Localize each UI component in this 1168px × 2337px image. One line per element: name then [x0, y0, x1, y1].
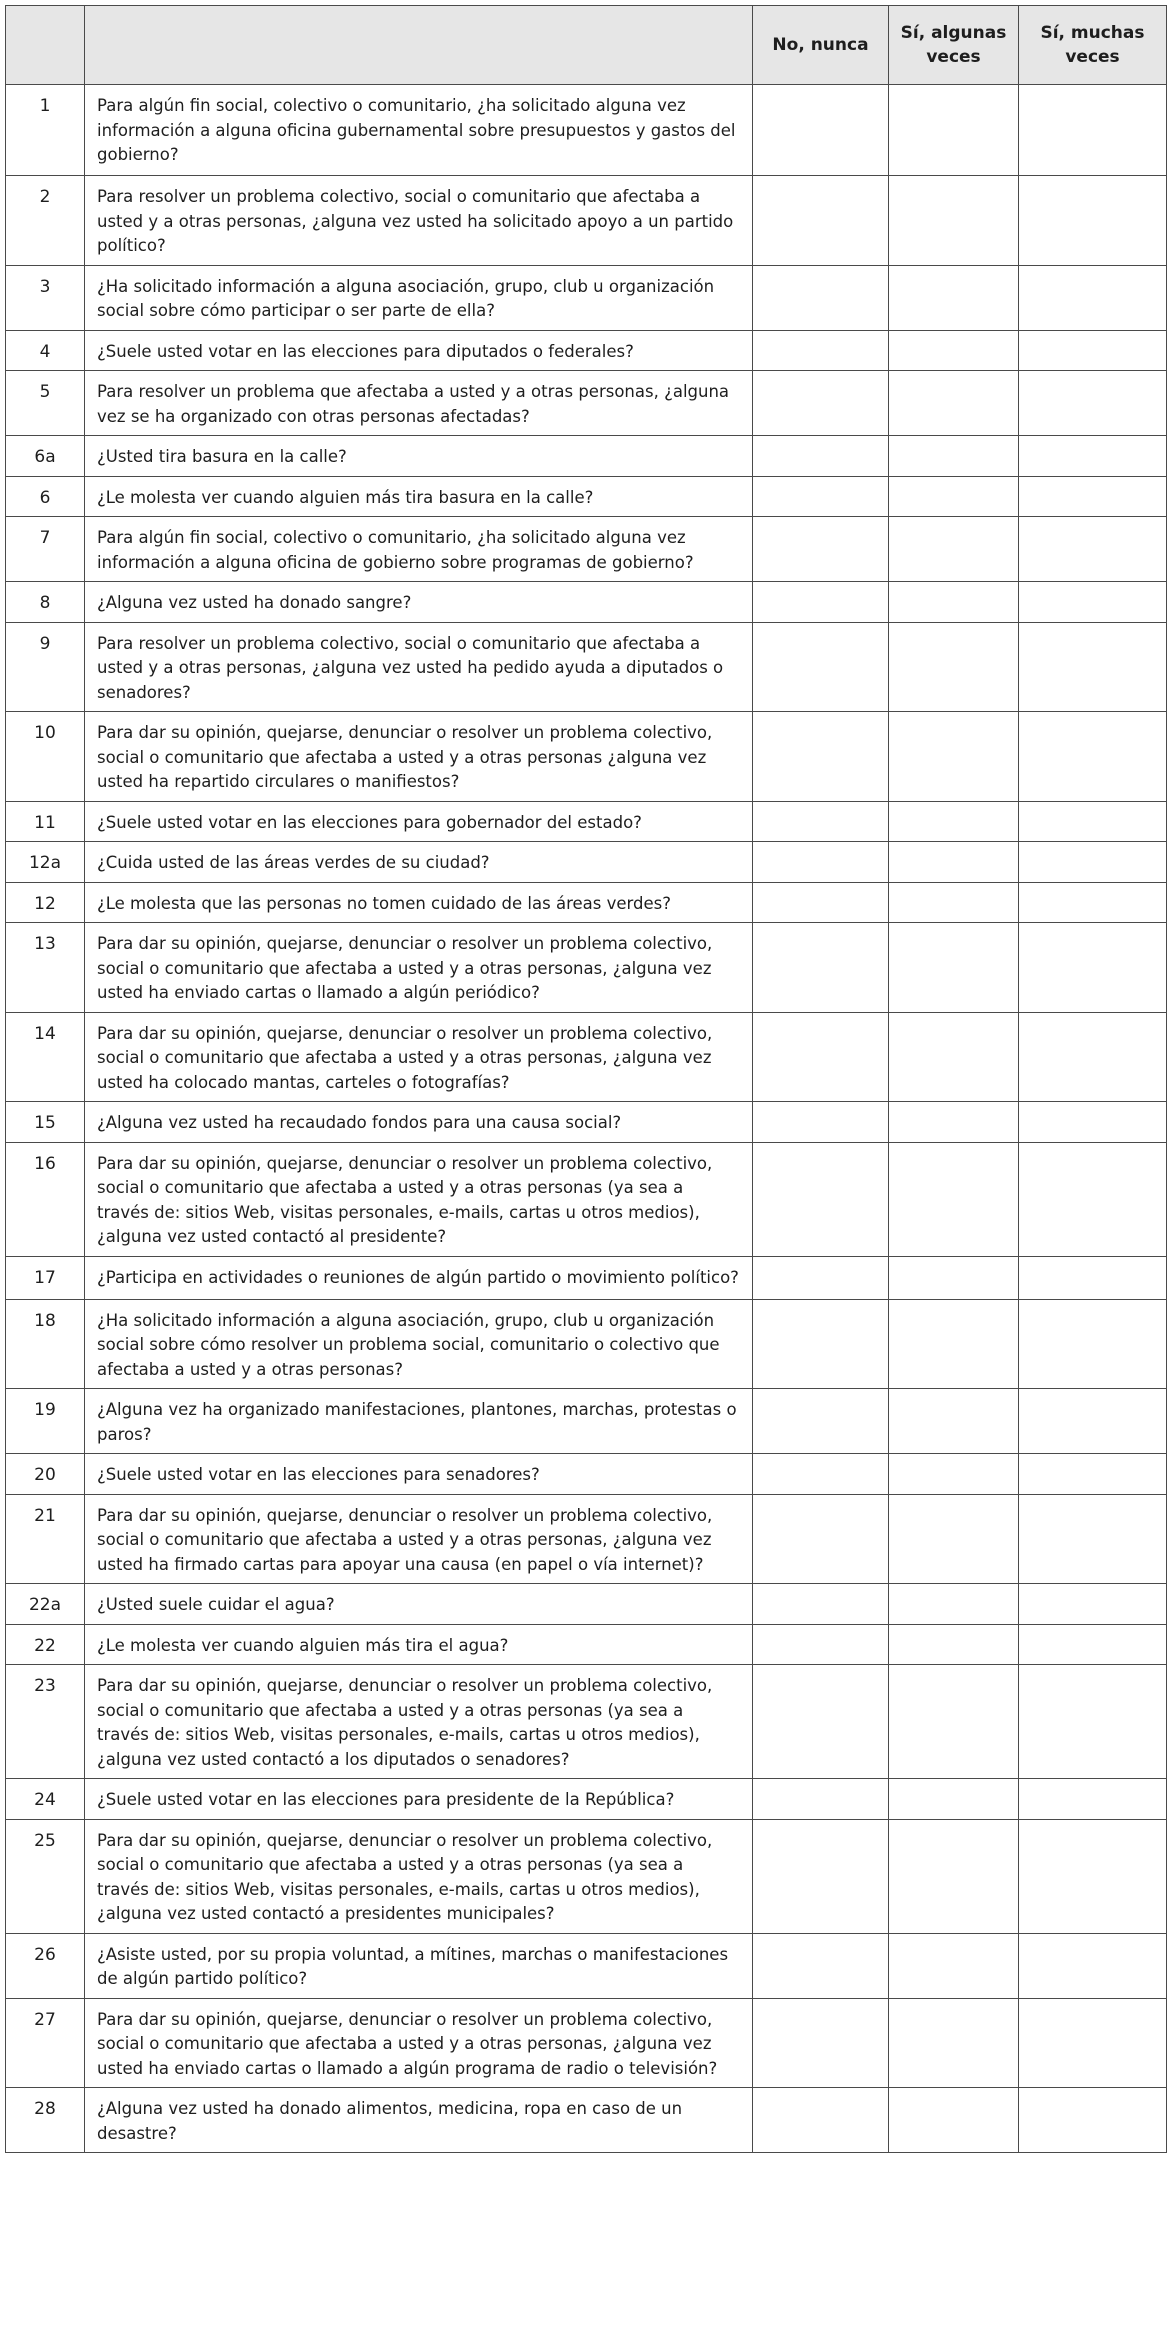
question-text: ¿Alguna vez usted ha recaudado fondos para una causa social? [85, 1102, 753, 1143]
answer-si-algunas-veces[interactable] [889, 842, 1019, 883]
question-text: Para dar su opinión, quejarse, denunciar o resolver un problema colectivo, social o comunitario que afectaba a usted y a otras personas, ¿alguna vez usted ha firmado cartas para apoyar una causa (en papel o vía internet)? [85, 1494, 753, 1584]
question-number: 2 [6, 176, 85, 266]
question-text: ¿Usted suele cuidar el agua? [85, 1584, 753, 1625]
answer-no-nunca[interactable] [753, 1494, 889, 1584]
answer-no-nunca[interactable] [753, 1584, 889, 1625]
answer-si-algunas-veces[interactable] [889, 330, 1019, 371]
answer-si-muchas-veces[interactable] [1019, 1142, 1167, 1256]
answer-si-algunas-veces[interactable] [889, 1389, 1019, 1454]
question-text: ¿Suele usted votar en las elecciones para diputados o federales? [85, 330, 753, 371]
answer-si-algunas-veces[interactable] [889, 622, 1019, 712]
answer-si-algunas-veces[interactable] [889, 1142, 1019, 1256]
answer-no-nunca[interactable] [753, 1454, 889, 1495]
question-row [6, 1454, 1167, 1495]
header-si-muchas-veces: Sí, muchas veces [1019, 6, 1167, 85]
answer-no-nunca[interactable] [753, 1779, 889, 1820]
question-row [6, 1779, 1167, 1820]
answer-si-muchas-veces[interactable] [1019, 1494, 1167, 1584]
answer-si-algunas-veces[interactable] [889, 1012, 1019, 1102]
question-number: 17 [6, 1256, 85, 1299]
answer-no-nunca[interactable] [753, 517, 889, 582]
question-row [6, 1933, 1167, 1998]
answer-no-nunca[interactable] [753, 1665, 889, 1779]
question-row [6, 176, 1167, 266]
answer-si-algunas-veces[interactable] [889, 1819, 1019, 1933]
question-number: 5 [6, 371, 85, 436]
answer-si-muchas-veces[interactable] [1019, 2088, 1167, 2153]
answer-si-algunas-veces[interactable] [889, 1933, 1019, 1998]
question-text: Para dar su opinión, quejarse, denunciar o resolver un problema colectivo, social o comunitario que afectaba a usted y a otras personas (ya sea a través de: sitios Web, visitas personales, e-mails, cartas u otros medios), ¿alguna vez usted contactó a presidentes municipales? [85, 1819, 753, 1933]
answer-si-muchas-veces[interactable] [1019, 436, 1167, 477]
question-text: ¿Le molesta ver cuando alguien más tira el agua? [85, 1624, 753, 1665]
answer-si-algunas-veces[interactable] [889, 436, 1019, 477]
question-text: ¿Participa en actividades o reuniones de algún partido o movimiento político? [85, 1256, 753, 1299]
question-text: Para dar su opinión, quejarse, denunciar o resolver un problema colectivo, social o comunitario que afectaba a usted y a otras personas (ya sea a través de: sitios Web, visitas personales, e-mails, cartas u otros medios), ¿alguna vez usted contactó a los diputados o senadores? [85, 1665, 753, 1779]
answer-si-algunas-veces[interactable] [889, 517, 1019, 582]
answer-si-algunas-veces[interactable] [889, 1299, 1019, 1389]
question-text: ¿Ha solicitado información a alguna asociación, grupo, club u organización social sobre cómo participar o ser parte de ella? [85, 265, 753, 330]
answer-no-nunca[interactable] [753, 436, 889, 477]
question-row [6, 801, 1167, 842]
answer-no-nunca[interactable] [753, 801, 889, 842]
question-number: 18 [6, 1299, 85, 1389]
question-text: Para dar su opinión, quejarse, denunciar o resolver un problema colectivo, social o comunitario que afectaba a usted y a otras personas (ya sea a través de: sitios Web, visitas personales, e-mails, cartas u otros medios), ¿alguna vez usted contactó al presidente? [85, 1142, 753, 1256]
question-row [6, 582, 1167, 623]
question-number: 8 [6, 582, 85, 623]
answer-no-nunca[interactable] [753, 1102, 889, 1143]
question-row [6, 622, 1167, 712]
answer-si-algunas-veces[interactable] [889, 582, 1019, 623]
header-number [6, 6, 85, 85]
question-text: Para dar su opinión, quejarse, denunciar o resolver un problema colectivo, social o comunitario que afectaba a usted y a otras personas, ¿alguna vez usted ha colocado mantas, carteles o fotografías? [85, 1012, 753, 1102]
question-row [6, 1819, 1167, 1933]
question-row [6, 1102, 1167, 1143]
answer-no-nunca[interactable] [753, 2088, 889, 2153]
question-text: ¿Le molesta que las personas no tomen cuidado de las áreas verdes? [85, 882, 753, 923]
question-row [6, 1012, 1167, 1102]
answer-no-nunca[interactable] [753, 842, 889, 883]
question-row [6, 1998, 1167, 2088]
answer-si-muchas-veces[interactable] [1019, 923, 1167, 1013]
question-number: 9 [6, 622, 85, 712]
question-row [6, 712, 1167, 802]
question-row [6, 476, 1167, 517]
question-number: 1 [6, 85, 85, 176]
answer-no-nunca[interactable] [753, 1998, 889, 2088]
question-number: 6 [6, 476, 85, 517]
answer-no-nunca[interactable] [753, 923, 889, 1013]
answer-si-muchas-veces[interactable] [1019, 1624, 1167, 1665]
answer-si-algunas-veces[interactable] [889, 265, 1019, 330]
question-number: 12a [6, 842, 85, 883]
question-row [6, 1142, 1167, 1256]
answer-no-nunca[interactable] [753, 882, 889, 923]
question-number: 7 [6, 517, 85, 582]
answer-si-algunas-veces[interactable] [889, 2088, 1019, 2153]
answer-si-muchas-veces[interactable] [1019, 622, 1167, 712]
question-row [6, 882, 1167, 923]
question-text: Para algún fin social, colectivo o comunitario, ¿ha solicitado alguna vez información a alguna oficina de gobierno sobre programas de gobierno? [85, 517, 753, 582]
answer-no-nunca[interactable] [753, 1819, 889, 1933]
question-row [6, 1584, 1167, 1625]
answer-no-nunca[interactable] [753, 265, 889, 330]
question-text: ¿Suele usted votar en las elecciones para senadores? [85, 1454, 753, 1495]
question-number: 24 [6, 1779, 85, 1820]
question-number: 25 [6, 1819, 85, 1933]
question-number: 19 [6, 1389, 85, 1454]
question-number: 21 [6, 1494, 85, 1584]
question-number: 13 [6, 923, 85, 1013]
header-si-algunas-veces: Sí, algunas veces [889, 6, 1019, 85]
question-text: Para algún fin social, colectivo o comunitario, ¿ha solicitado alguna vez información a alguna oficina gubernamental sobre presupuestos y gastos del gobierno? [85, 85, 753, 176]
question-text: Para resolver un problema que afectaba a usted y a otras personas, ¿alguna vez se ha organizado con otras personas afectadas? [85, 371, 753, 436]
answer-no-nunca[interactable] [753, 622, 889, 712]
answer-si-muchas-veces[interactable] [1019, 1933, 1167, 1998]
questionnaire-sheet [5, 5, 1166, 2153]
question-number: 6a [6, 436, 85, 477]
question-number: 27 [6, 1998, 85, 2088]
answer-no-nunca[interactable] [753, 85, 889, 176]
answer-si-algunas-veces[interactable] [889, 476, 1019, 517]
answer-si-muchas-veces[interactable] [1019, 582, 1167, 623]
header-question [85, 6, 753, 85]
question-text: ¿Ha solicitado información a alguna asociación, grupo, club u organización social sobre cómo resolver un problema social, comunitario o colectivo que afectaba a usted y a otras personas? [85, 1299, 753, 1389]
question-number: 12 [6, 882, 85, 923]
answer-si-algunas-veces[interactable] [889, 1998, 1019, 2088]
question-row [6, 436, 1167, 477]
question-number: 4 [6, 330, 85, 371]
answer-si-algunas-veces[interactable] [889, 712, 1019, 802]
question-row [6, 842, 1167, 883]
answer-si-muchas-veces[interactable] [1019, 1389, 1167, 1454]
answer-si-muchas-veces[interactable] [1019, 176, 1167, 266]
question-number: 22a [6, 1584, 85, 1625]
question-text: Para dar su opinión, quejarse, denunciar o resolver un problema colectivo, social o comunitario que afectaba a usted y a otras personas, ¿alguna vez usted ha enviado cartas o llamado a algún periódico? [85, 923, 753, 1013]
question-text: ¿Suele usted votar en las elecciones para gobernador del estado? [85, 801, 753, 842]
answer-no-nunca[interactable] [753, 476, 889, 517]
question-text: ¿Suele usted votar en las elecciones para presidente de la República? [85, 1779, 753, 1820]
question-number: 14 [6, 1012, 85, 1102]
question-row [6, 517, 1167, 582]
question-number: 22 [6, 1624, 85, 1665]
answer-no-nunca[interactable] [753, 1012, 889, 1102]
question-number: 20 [6, 1454, 85, 1495]
question-row [6, 1665, 1167, 1779]
question-row [6, 1299, 1167, 1389]
answer-si-muchas-veces[interactable] [1019, 330, 1167, 371]
answer-no-nunca[interactable] [753, 712, 889, 802]
question-number: 26 [6, 1933, 85, 1998]
question-text: Para dar su opinión, quejarse, denunciar o resolver un problema colectivo, social o comunitario que afectaba a usted y a otras personas ¿alguna vez usted ha repartido circulares o manifiestos? [85, 712, 753, 802]
question-text: ¿Cuida usted de las áreas verdes de su ciudad? [85, 842, 753, 883]
question-number: 11 [6, 801, 85, 842]
questionnaire-table [5, 5, 1167, 2153]
question-number: 23 [6, 1665, 85, 1779]
answer-no-nunca[interactable] [753, 1256, 889, 1299]
answer-si-algunas-veces[interactable] [889, 923, 1019, 1013]
question-row [6, 330, 1167, 371]
answer-si-algunas-veces[interactable] [889, 176, 1019, 266]
answer-si-muchas-veces[interactable] [1019, 1665, 1167, 1779]
answer-si-muchas-veces[interactable] [1019, 842, 1167, 883]
answer-si-muchas-veces[interactable] [1019, 476, 1167, 517]
answer-no-nunca[interactable] [753, 371, 889, 436]
question-row [6, 371, 1167, 436]
answer-si-algunas-veces[interactable] [889, 1779, 1019, 1820]
answer-si-algunas-veces[interactable] [889, 1624, 1019, 1665]
answer-si-muchas-veces[interactable] [1019, 712, 1167, 802]
question-row [6, 1624, 1167, 1665]
question-row [6, 85, 1167, 176]
answer-si-algunas-veces[interactable] [889, 85, 1019, 176]
header-no-nunca: No, nunca [753, 6, 889, 85]
answer-no-nunca[interactable] [753, 1299, 889, 1389]
question-text: Para resolver un problema colectivo, social o comunitario que afectaba a usted y a otras personas, ¿alguna vez usted ha pedido ayuda a diputados o senadores? [85, 622, 753, 712]
answer-si-muchas-veces[interactable] [1019, 1454, 1167, 1495]
answer-si-muchas-veces[interactable] [1019, 1998, 1167, 2088]
answer-si-muchas-veces[interactable] [1019, 1584, 1167, 1625]
question-row [6, 1389, 1167, 1454]
question-number: 28 [6, 2088, 85, 2153]
question-text: ¿Alguna vez usted ha donado sangre? [85, 582, 753, 623]
answer-si-algunas-veces[interactable] [889, 1665, 1019, 1779]
answer-si-muchas-veces[interactable] [1019, 882, 1167, 923]
answer-si-algunas-veces[interactable] [889, 1454, 1019, 1495]
answer-si-muchas-veces[interactable] [1019, 265, 1167, 330]
answer-no-nunca[interactable] [753, 330, 889, 371]
question-text: Para resolver un problema colectivo, social o comunitario que afectaba a usted y a otras personas, ¿alguna vez usted ha solicitado apoyo a un partido político? [85, 176, 753, 266]
question-text: ¿Alguna vez usted ha donado alimentos, medicina, ropa en caso de un desastre? [85, 2088, 753, 2153]
answer-no-nunca[interactable] [753, 1142, 889, 1256]
answer-si-muchas-veces[interactable] [1019, 1256, 1167, 1299]
answer-si-algunas-veces[interactable] [889, 801, 1019, 842]
answer-si-muchas-veces[interactable] [1019, 371, 1167, 436]
question-row [6, 923, 1167, 1013]
answer-si-muchas-veces[interactable] [1019, 1299, 1167, 1389]
question-text: ¿Le molesta ver cuando alguien más tira basura en la calle? [85, 476, 753, 517]
question-row [6, 1494, 1167, 1584]
answer-si-muchas-veces[interactable] [1019, 801, 1167, 842]
answer-no-nunca[interactable] [753, 1624, 889, 1665]
answer-si-muchas-veces[interactable] [1019, 1102, 1167, 1143]
question-number: 10 [6, 712, 85, 802]
answer-si-algunas-veces[interactable] [889, 882, 1019, 923]
answer-si-algunas-veces[interactable] [889, 371, 1019, 436]
question-text: ¿Asiste usted, por su propia voluntad, a mítines, marchas o manifestaciones de algún partido político? [85, 1933, 753, 1998]
answer-si-algunas-veces[interactable] [889, 1102, 1019, 1143]
question-row [6, 1256, 1167, 1299]
answer-si-algunas-veces[interactable] [889, 1256, 1019, 1299]
answer-no-nunca[interactable] [753, 582, 889, 623]
answer-si-algunas-veces[interactable] [889, 1584, 1019, 1625]
question-number: 15 [6, 1102, 85, 1143]
question-text: ¿Usted tira basura en la calle? [85, 436, 753, 477]
answer-si-algunas-veces[interactable] [889, 1494, 1019, 1584]
question-row [6, 2088, 1167, 2153]
answer-si-muchas-veces[interactable] [1019, 1819, 1167, 1933]
answer-no-nunca[interactable] [753, 1389, 889, 1454]
question-number: 16 [6, 1142, 85, 1256]
question-row [6, 265, 1167, 330]
answer-si-muchas-veces[interactable] [1019, 85, 1167, 176]
answer-no-nunca[interactable] [753, 176, 889, 266]
answer-no-nunca[interactable] [753, 1933, 889, 1998]
answer-si-muchas-veces[interactable] [1019, 1012, 1167, 1102]
question-number: 3 [6, 265, 85, 330]
answer-si-muchas-veces[interactable] [1019, 1779, 1167, 1820]
answer-si-muchas-veces[interactable] [1019, 517, 1167, 582]
header-row [6, 6, 1167, 85]
question-text: Para dar su opinión, quejarse, denunciar o resolver un problema colectivo, social o comunitario que afectaba a usted y a otras personas, ¿alguna vez usted ha enviado cartas o llamado a algún programa de radio o televisión? [85, 1998, 753, 2088]
question-text: ¿Alguna vez ha organizado manifestaciones, plantones, marchas, protestas o paros? [85, 1389, 753, 1454]
